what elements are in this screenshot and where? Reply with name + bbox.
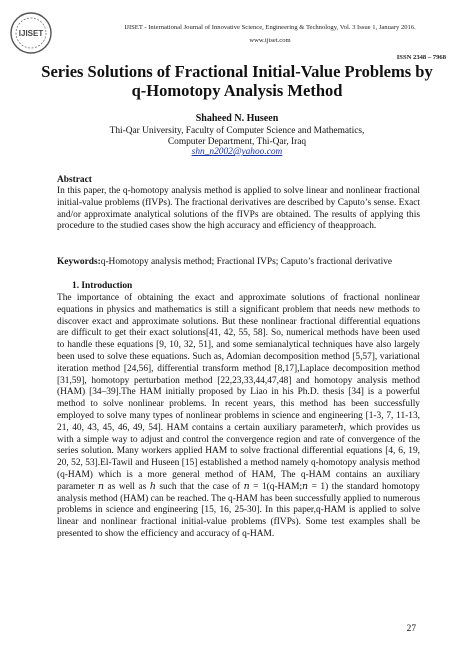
keywords (57, 257, 420, 269)
issn: ISSN 2348 – 7968 (396, 54, 446, 61)
page-number: 27 (406, 624, 416, 634)
keywords-label: Keywords: (57, 257, 101, 267)
paper-title (40, 62, 434, 100)
affiliation (40, 126, 434, 158)
title-line-1: Series Solutions of Fractional Initial-Value Problems by (41, 62, 433, 81)
abstract-text: In this paper, the q-homotopy analysis method is applied to solve linear and nonlinear fractional initial-value problems (fIVPs). The fractional derivatives are described by Caputo’s sense. Exact and/or approximate analytical solutions of the fIVPs are obtained. The results of applying this procedure to the studied cases show the high accuracy and efficiency of theapproach. (57, 186, 420, 232)
journal-info: IJISET - International Journal of Innovative Science, Engineering & Technology, Vol. 3 Issue 1, January 2016. (124, 24, 416, 31)
keywords-text: q-Homotopy analysis method; Fractional IVPs; Caputo’s fractional derivative (100, 257, 393, 267)
affiliation-line-2: Computer Department, Thi-Qar, Iraq (167, 136, 307, 147)
ijiset-logo (8, 10, 54, 56)
abstract-heading: Abstract (57, 175, 92, 185)
title-line-2: q-Homotopy Analysis Method (131, 81, 343, 100)
author-name: Shaheed N. Huseen (195, 113, 279, 124)
introduction-heading: 1. Introduction (72, 281, 133, 291)
introduction-text: The importance of obtaining the exact and approximate solutions of fractional nonlinear equations in physics and mathematics is still a significant problem that needs new methods to discover exact and approximate solutions. But these nonlinear fractional differential equations are difficult to get their exact solutions[41, 42, 55, 58]. So, numerical methods have been used to handle these equations [9, 10, 32, 51], and some semianalytical techniques have also largely been used to solve these equations. Such as, Adomian decomposition method [5,57], variational iteration method [24,56], differential transform method [8,17],Laplace decomposition method [31,59], homotopy perturbation method [22,23,33,44,47,48] and homotopy analysis method (HAM) [34–39].The HAM initially proposed by Liao in his Ph.D. thesis [34] is a powerful method to solve nonlinear problems. In recent years, this method has been successfully employed to solve many types of nonlinear problems in science and engineering [1-3, 7, 11-13, 21, 40, 43, 45, 46, 49, 54]. HAM contains a certain auxiliary parameterℎ, which provides us with a simple way to adjust and control the convergence region and rate of convergence of the series solution. Many workers applied HAM to solve fractional differential equations [4, 6, 19, 20, 52, 53].El-Tawil and Huseen [15] established a method namely q-homotopy analysis method (q-HAM) which is a more general method of HAM, The q-HAM contains an auxiliary parameter 𝑛 as well as ℎ such that the case of 𝑛 = 1(q-HAM;𝑛 = 1) the standard homotopy analysis method (HAM) can be reached. The q-HAM has been successfully applied to numerous problems in science and engineering [15, 16, 25-30]. In this paper,q-HAM is applied to solve linear and nonlinear fractional initial-value problems (fIVPs). Some test examples shall be presented to show the efficiency and accuracy of q-HAM. (57, 293, 420, 539)
journal-url[interactable]: www.ijiset.com (249, 37, 291, 44)
affiliation-line-1: Thi-Qar University, Faculty of Computer Science and Mathematics, (109, 126, 365, 136)
author-email[interactable]: shn_n2002@yahoo.com (191, 147, 283, 158)
logo-text: IJISET (18, 29, 44, 38)
